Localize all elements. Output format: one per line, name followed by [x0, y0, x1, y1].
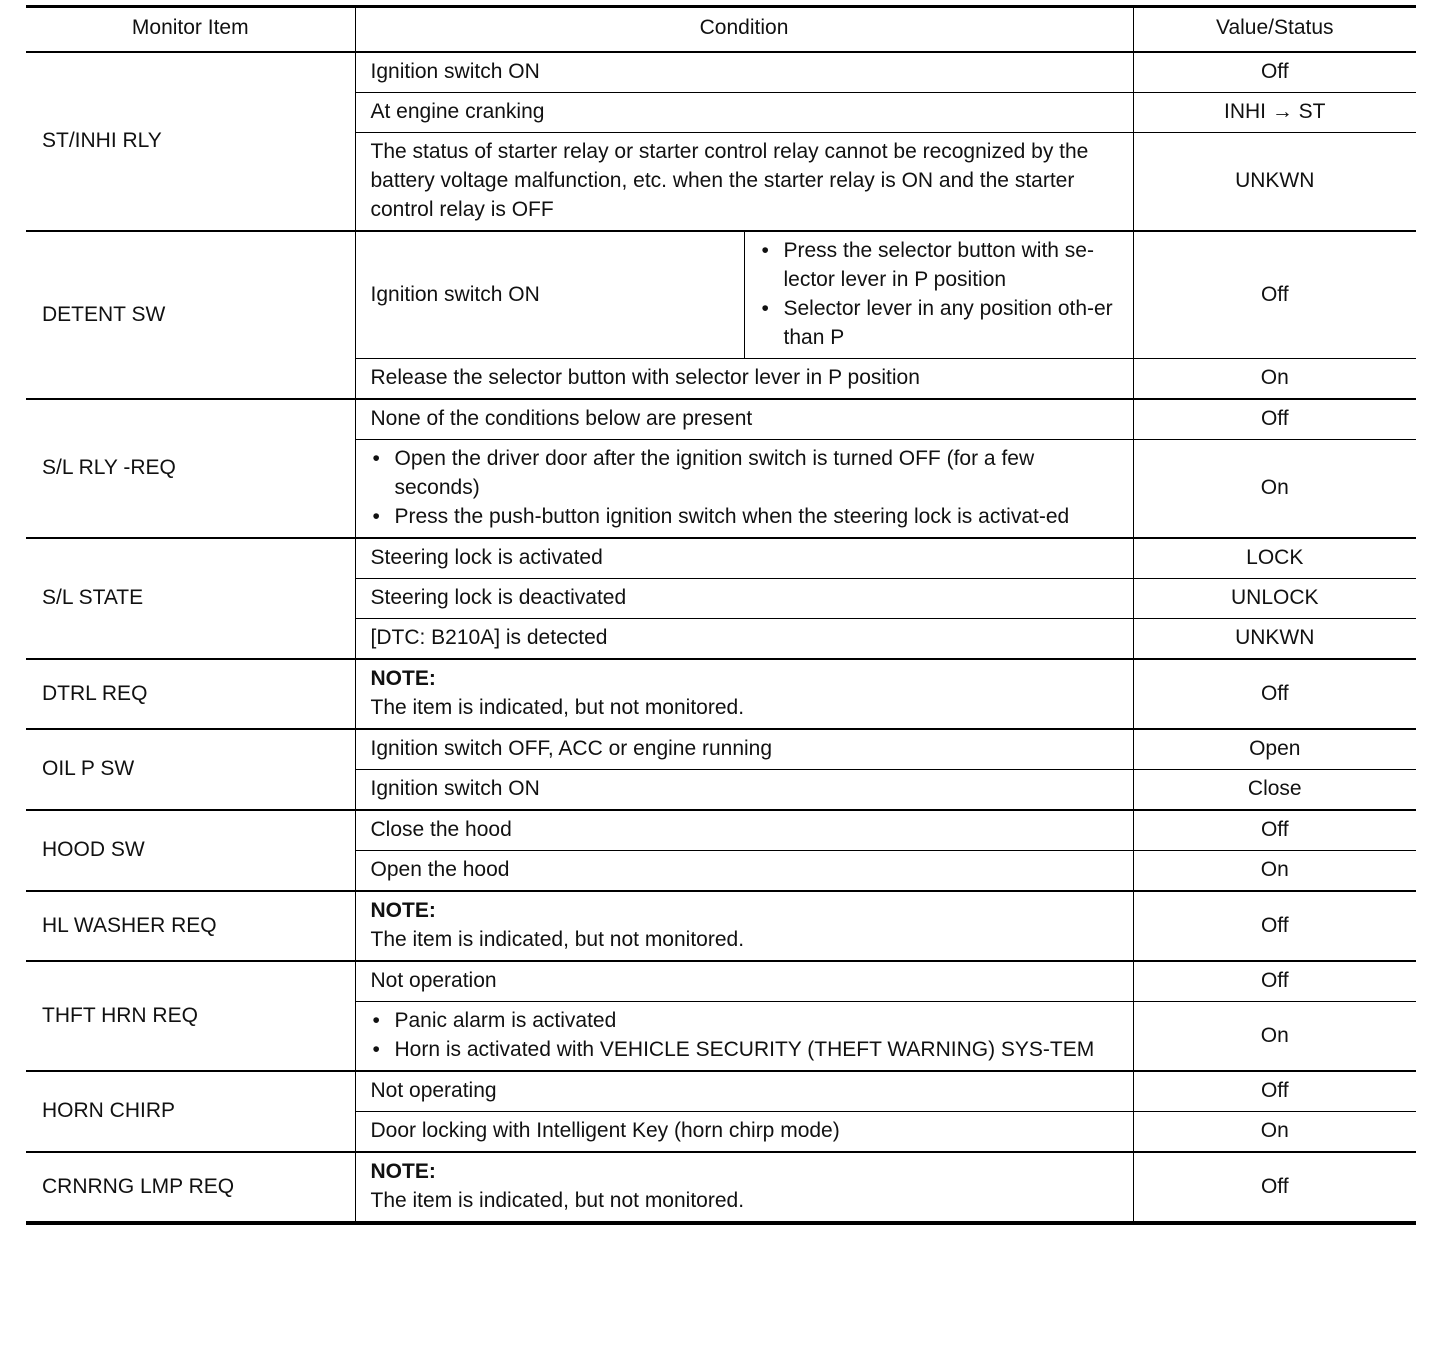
table-row [26, 810, 1416, 851]
value-cell: Off [1133, 52, 1416, 93]
value-cell: Off [1133, 961, 1416, 1002]
condition-detail-cell [744, 231, 1133, 359]
list-item: • Open the driver door after the ignition switch is turned OFF (for a few seconds) [371, 444, 1118, 502]
note-text: The item is indicated, but not monitored. [370, 928, 745, 951]
value-cell: Off [1133, 659, 1416, 729]
note-cell [355, 891, 1133, 961]
monitor-item-cell: HL WASHER REQ [26, 891, 355, 961]
value-cell: UNKWN [1133, 619, 1416, 660]
value-cell: LOCK [1133, 538, 1416, 579]
value-cell: On [1133, 359, 1416, 400]
table-row [26, 1152, 1416, 1223]
note-title: NOTE: [370, 1160, 436, 1183]
value-cell: On [1133, 440, 1416, 539]
condition-cell [355, 1002, 1133, 1072]
condition-cell: At engine cranking [355, 93, 1133, 133]
condition-cell: Ignition switch OFF, ACC or engine running [355, 729, 1133, 770]
monitor-item-table [26, 5, 1416, 1225]
list-item: • Horn is activated with VEHICLE SECURITY (THEFT WARNING) SYS-TEM [371, 1035, 1118, 1064]
condition-cell: Steering lock is activated [355, 538, 1133, 579]
value-cell: On [1133, 851, 1416, 892]
table-row [26, 891, 1416, 961]
header-value-status: Value/Status [1133, 7, 1416, 53]
note-cell [355, 659, 1133, 729]
condition-cell [355, 440, 1133, 539]
value-cell: Close [1133, 770, 1416, 811]
value-cell: Off [1133, 231, 1416, 359]
monitor-item-cell: CRNRNG LMP REQ [26, 1152, 355, 1223]
condition-bullet-list [760, 236, 1118, 352]
condition-cell: Not operation [355, 961, 1133, 1002]
table-row [26, 538, 1416, 579]
monitor-item-cell: S/L STATE [26, 538, 355, 659]
monitor-item-cell: ST/INHI RLY [26, 52, 355, 231]
table-row [26, 961, 1416, 1002]
note-title: NOTE: [370, 899, 436, 922]
condition-cell: Ignition switch ON [355, 231, 744, 359]
value-cell: UNLOCK [1133, 579, 1416, 619]
table-row [26, 399, 1416, 440]
condition-cell: Release the selector button with selector lever in P position [355, 359, 1133, 400]
monitor-item-cell: HORN CHIRP [26, 1071, 355, 1152]
list-item: • Selector lever in any position oth-er than P [760, 294, 1118, 352]
note-text: The item is indicated, but not monitored. [370, 1189, 745, 1212]
condition-cell: Ignition switch ON [355, 52, 1133, 93]
value-cell: On [1133, 1002, 1416, 1072]
table-header-row [26, 7, 1416, 53]
value-cell: On [1133, 1112, 1416, 1153]
condition-cell: Close the hood [355, 810, 1133, 851]
condition-cell: Ignition switch ON [355, 770, 1133, 811]
condition-cell: Steering lock is deactivated [355, 579, 1133, 619]
condition-cell: Door locking with Intelligent Key (horn chirp mode) [355, 1112, 1133, 1153]
list-item: • Press the selector button with se-lector lever in P position [760, 236, 1118, 294]
header-monitor-item: Monitor Item [26, 7, 355, 53]
condition-bullet-list [371, 1006, 1118, 1064]
condition-cell: The status of starter relay or starter control relay cannot be recognized by the battery voltage malfunction, etc. when the starter relay is ON and the starter control relay is OFF [355, 133, 1133, 232]
condition-cell: None of the conditions below are present [355, 399, 1133, 440]
value-cell: Off [1133, 1152, 1416, 1223]
table-row [26, 729, 1416, 770]
value-cell: UNKWN [1133, 133, 1416, 232]
condition-cell: Not operating [355, 1071, 1133, 1112]
condition-cell: [DTC: B210A] is detected [355, 619, 1133, 660]
table-row [26, 52, 1416, 93]
header-condition: Condition [355, 7, 1133, 53]
value-cell: Off [1133, 399, 1416, 440]
value-cell: Off [1133, 810, 1416, 851]
note-title: NOTE: [370, 667, 436, 690]
monitor-item-cell: HOOD SW [26, 810, 355, 891]
value-cell: Off [1133, 891, 1416, 961]
monitor-item-cell: OIL P SW [26, 729, 355, 810]
monitor-item-cell: S/L RLY -REQ [26, 399, 355, 538]
monitor-item-cell: DETENT SW [26, 231, 355, 399]
note-cell [355, 1152, 1133, 1223]
list-item: • Panic alarm is activated [371, 1006, 1118, 1035]
note-text: The item is indicated, but not monitored. [370, 696, 745, 719]
table-row [26, 659, 1416, 729]
list-item: • Press the push-button ignition switch when the steering lock is activat-ed [371, 502, 1118, 531]
monitor-item-cell: DTRL REQ [26, 659, 355, 729]
value-cell: INHI → ST [1133, 93, 1416, 133]
table-row [26, 231, 1416, 359]
value-cell: Open [1133, 729, 1416, 770]
monitor-item-cell: THFT HRN REQ [26, 961, 355, 1071]
value-cell: Off [1133, 1071, 1416, 1112]
condition-bullet-list [371, 444, 1118, 531]
table-row [26, 1071, 1416, 1112]
condition-cell: Open the hood [355, 851, 1133, 892]
